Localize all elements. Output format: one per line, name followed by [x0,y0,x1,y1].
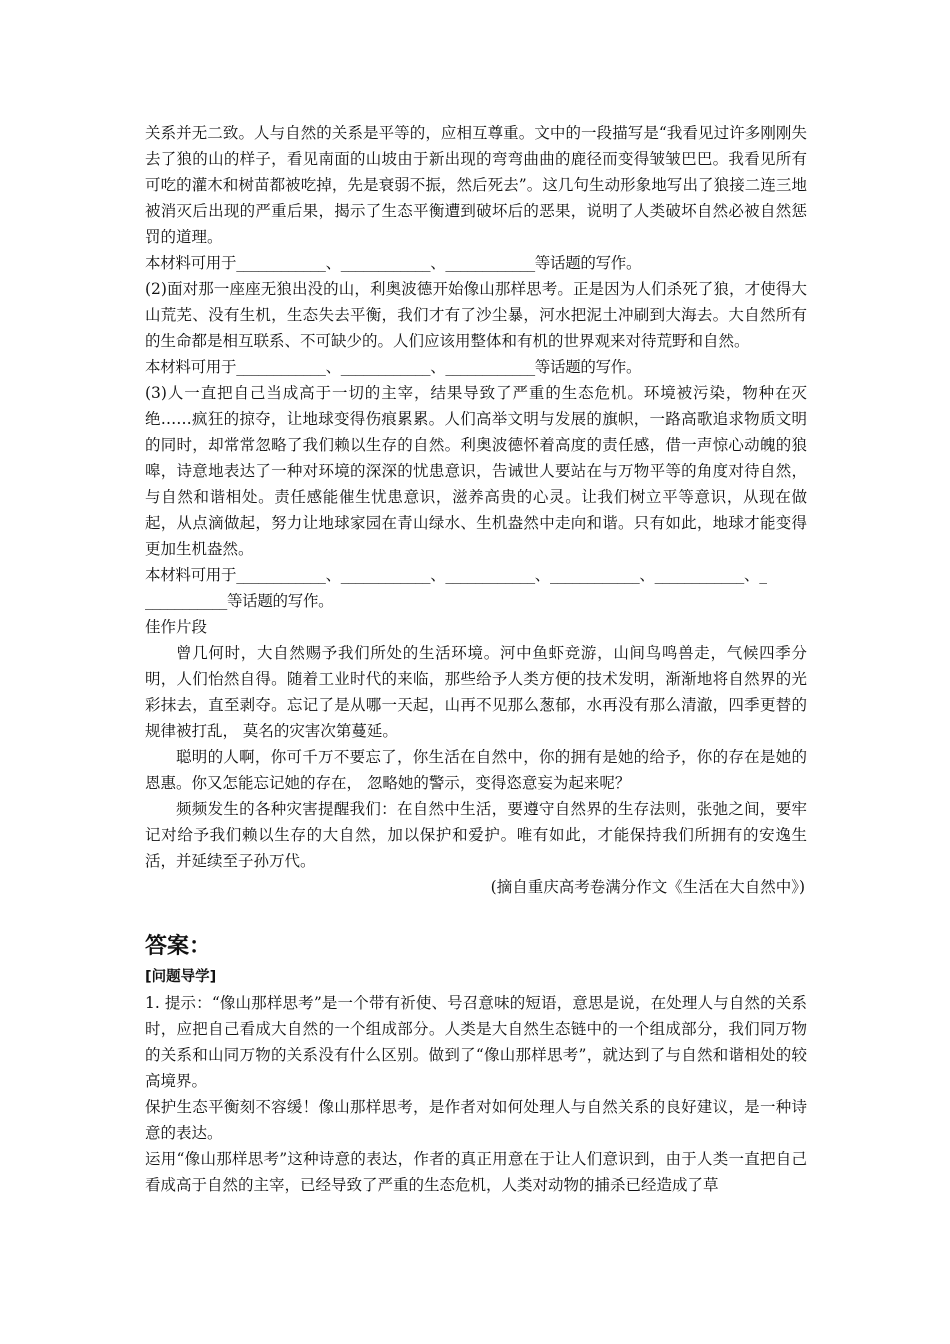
fill-in-line-3a: 本材料可用于____________、____________、____________、____________、____________、_ [145,566,767,584]
excerpt-label: 佳作片段 [145,618,208,636]
excerpt-paragraph-3: 频频发生的各种灾害提醒我们：在自然中生活，要遵守自然界的生存法则，张弛之间，要牢记对给予我们赖以生存的大自然，加以保护和爱护。唯有如此，才能保持我们所拥有的安逸生活，并延续至子孙万代。 [145,800,807,870]
paragraph-3: (3)人一直把自己当成高于一切的主宰，结果导致了严重的生态危机。环境被污染，物种在灭绝……疯狂的掠夺，让地球变得伤痕累累。人们高举文明与发展的旗帜，一路高歌追求物质文明的同时，却常常忽略了我们赖以生存的自然。利奥波德怀着高度的责任感，借一声惊心动魄的狼嗥，诗意地表达了一种对环境的深深的忧患意识，告诫世人要站在与万物平等的角度对待自然，与自然和谐相处。责任感能催生忧患意识，滋养高贵的心灵。让我们树立平等意识，从现在做起，从点滴做起，努力让地球家园在青山绿水、生机盎然中走向和谐。只有如此，地球才能变得更加生机盎然。 [145,384,807,558]
answer-subheading: [问题导学] [145,969,217,985]
answer-paragraph-2: 保护生态平衡刻不容缓！像山那样思考，是作者对如何处理人与自然关系的良好建议，是一种诗意的表达。 [145,1098,807,1142]
excerpt-paragraph-2: 聪明的人啊，你可千万不要忘了，你生活在自然中，你的拥有是她的给予，你的存在是她的恩惠。你又怎能忘记她的存在， 忽略她的警示，变得恣意妄为起来呢？ [145,748,807,792]
answer-heading: 答案： [145,934,212,959]
answer-paragraph-3: 运用“像山那样思考”这种诗意的表达，作者的真正用意在于让人们意识到，由于人类一直把自己看成高于自然的主宰，已经导致了严重的生态危机，人类对动物的捕杀已经造成了草 [145,1150,807,1194]
fill-in-line-1: 本材料可用于____________、____________、____________等话题的写作。 [145,254,642,272]
excerpt-paragraph-1: 曾几何时，大自然赐予我们所处的生活环境。河中鱼虾竞游，山间鸟鸣兽走，气候四季分明，人们怡然自得。随着工业时代的来临，那些给予人类方便的技术发明，渐渐地将自然界的光彩抹去，直至剥夺。忘记了是从哪一天起，山再不见那么葱郁，水再没有那么清澈，四季更替的规律被打乱， 莫名的灾害次第蔓延。 [145,644,807,740]
fill-in-line-2: 本材料可用于____________、____________、____________等话题的写作。 [145,358,642,376]
document-page [145,120,807,1198]
paragraph-1: 关系并无二致。人与自然的关系是平等的，应相互尊重。文中的一段描写是“我看见过许多刚刚失去了狼的山的样子，看见南面的山坡由于新出现的弯弯曲曲的鹿径而变得皱皱巴巴。我看见所有可吃的灌木和树苗都被吃掉，先是衰弱不振，然后死去”。这几句生动形象地写出了狼接二连三地被消灭后出现的严重后果，揭示了生态平衡遭到破坏后的恶果，说明了人类破坏自然必被自然惩罚的道理。 [145,124,807,246]
excerpt-source: (摘自重庆高考卷满分作文《生活在大自然中》) [490,878,805,896]
answer-paragraph-1: 1. 提示：“像山那样思考”是一个带有祈使、号召意味的短语，意思是说，在处理人与自然的关系时，应把自己看成大自然的一个组成部分。人类是大自然生态链中的一个组成部分，我们同万物的关系和山同万物的关系没有什么区别。做到了“像山那样思考”，就达到了与自然和谐相处的较高境界。 [145,994,807,1090]
paragraph-2: (2)面对那一座座无狼出没的山，利奥波德开始像山那样思考。正是因为人们杀死了狼，才使得大山荒芜、没有生机，生态失去平衡，我们才有了沙尘暴，河水把泥土冲刷到大海去。大自然所有的生命都是相互联系、不可缺少的。人们应该用整体和有机的世界观来对待荒野和自然。 [145,280,807,350]
fill-in-line-3b: ___________等话题的写作。 [145,592,334,610]
